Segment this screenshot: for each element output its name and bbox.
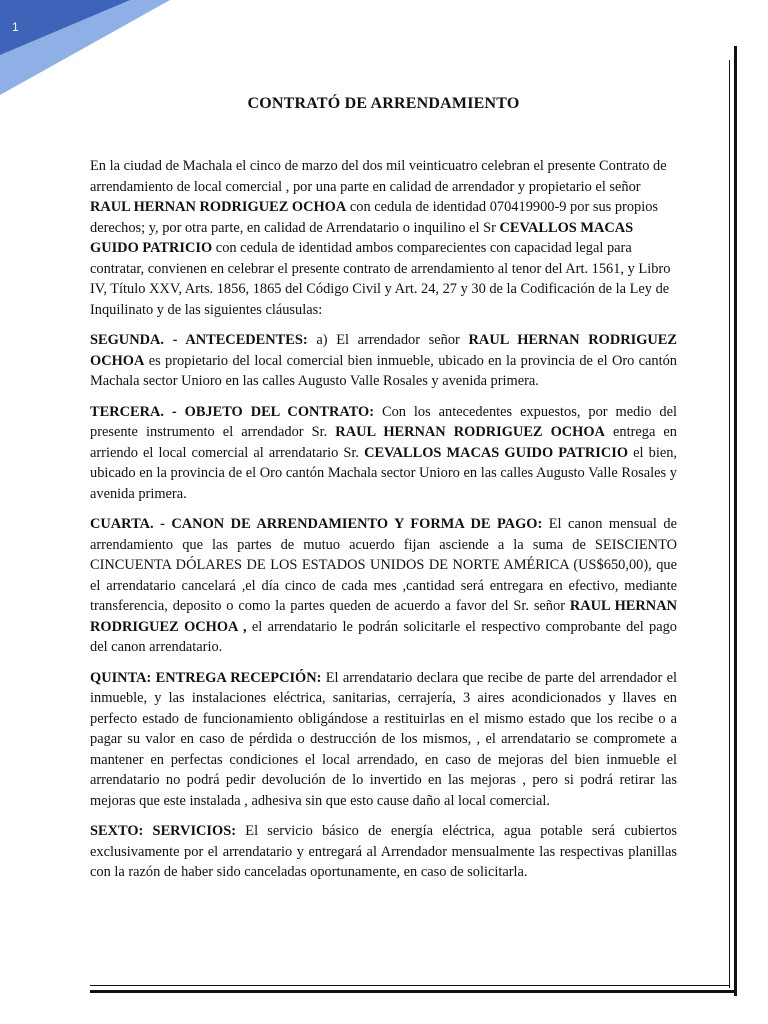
- bold-text: QUINTA: ENTREGA RECEPCIÓN:: [90, 669, 322, 686]
- text-segment: es propietario del local comercial bien inmueble, ubicado en la provincia de el Oro cantón Machala sector Unioro en las calles Augusto Valle Rosales y avenida primera.: [90, 352, 677, 389]
- bold-text: RAUL HERNAN RODRIGUEZ OCHOA: [90, 332, 677, 369]
- clause-sexto: [90, 821, 677, 883]
- page-border-bottom-inner: [90, 985, 730, 986]
- text-segment: el bien, ubicado en la provincia de el Oro cantón Machala sector Unioro en las calles Augusto Valle Rosales y avenida primera.: [90, 444, 677, 502]
- clause-quinta: [90, 668, 677, 812]
- bold-text: RAUL HERNAN RODRIGUEZ OCHOA: [335, 424, 605, 440]
- document-body: [90, 156, 677, 893]
- bold-text: RAUL HERNAN RODRIGUEZ OCHOA: [90, 199, 347, 215]
- bold-text: SEGUNDA. - ANTECEDENTES:: [90, 332, 308, 348]
- text-segment: con cedula de identidad 070419900-9 por sus propios derechos; y, por otra parte, en calidad de Arrendatario o inquilino el Sr: [90, 199, 659, 236]
- text-segment: Con los antecedentes expuestos, por medio del presente instrumento el arrendador Sr.: [90, 403, 677, 440]
- page-border-bottom: [90, 990, 737, 993]
- text-segment: a) El arrendador señor: [307, 332, 469, 348]
- bold-text: CEVALLOS MACAS GUIDO PATRICIO: [364, 444, 629, 461]
- clause-segunda: [90, 330, 677, 392]
- bold-text: CEVALLOS MACAS GUIDO PATRICIO: [90, 219, 634, 256]
- text-segment: El arrendatario declara que recibe de parte del arrendador el inmueble, y las instalaciones eléctrica, sanitarias, cerrajería, 3 aires acondicionados y llaves en perfecto estado de funcionamiento obligándose a restituirlas en el mismo estado que los recibe o a pagar su valor en caso de pérdida o destrucción de los mismos, , el arrendatario se compromete a mantener en perfectas condiciones el local arrendado, en caso de mejoras del bien inmueble el arrendatario no podrá pedir devolución de lo invertido en las mejoras , pero si podrá retirar las mejoras que este instalada , adhesiva sin que esto cause daño al local comercial.: [90, 669, 677, 809]
- text-segment: En la ciudad de Machala el cinco de marzo del dos mil veinticuatro celebran el presente Contrato de arrendamiento de local comercial , por una parte en calidad de arrendador y propietario el señor: [90, 158, 667, 195]
- bold-text: SEXTO: SERVICIOS:: [90, 823, 237, 839]
- bold-text: TERCERA. - OBJETO DEL CONTRATO:: [90, 403, 375, 420]
- bold-text: RAUL HERNAN RODRIGUEZ OCHOA ,: [90, 598, 677, 635]
- document-title: CONTRATÓ DE ARRENDAMIENTO: [247, 95, 520, 112]
- clause-cuarta: [90, 514, 677, 658]
- clause-tercera: [90, 402, 677, 505]
- page-number: 1: [12, 20, 19, 34]
- bold-text: CUARTA. - CANON DE ARRENDAMIENTO Y FORMA DE PAGO:: [90, 516, 543, 532]
- intro-paragraph: [90, 156, 677, 320]
- page-border-right-inner: [729, 60, 730, 988]
- text-segment: con cedula de identidad ambos comparecientes con capacidad legal para contratar, convienen en celebrar el presente contrato de arrendamiento al tenor del Art. 1561, y Libro IV, Título XXV, Arts. 1856, 1865 del Código Civil y Art. 24, 27 y 30 de la Codificación de la Ley de Inquilinato y de las siguientes cláusulas:: [90, 240, 671, 318]
- text-segment: El servicio básico de energía eléctrica, agua potable será cubiertos exclusivamente por el arrendatario y entregará al Arrendador mensualmente las respectivas planillas con la razón de haber sido canceladas oportunamente, en caso de solicitarla.: [90, 823, 677, 880]
- text-segment: El canon mensual de arrendamiento que las partes de mutuo acuerdo fijan asciende a la suma de SEISCIENTO CINCUENTA DÓLARES DE LOS ESTADOS UNIDOS DE NORTE AMÉRICA (US$650,00), que el arrendatario cancelará ,el día cinco de cada mes ,cantidad será entregara en efectivo, mediante transferencia, deposito o como la partes queden de acuerdo a favor del Sr. señor: [90, 516, 677, 614]
- corner-decoration: [0, 0, 170, 110]
- text-segment: entrega en arriendo el local comercial al arrendatario Sr.: [90, 424, 677, 461]
- text-segment: el arrendatario le podrán solicitarle el respectivo comprobante del pago del canon arrendatario.: [90, 618, 677, 655]
- page-border-right: [734, 46, 737, 996]
